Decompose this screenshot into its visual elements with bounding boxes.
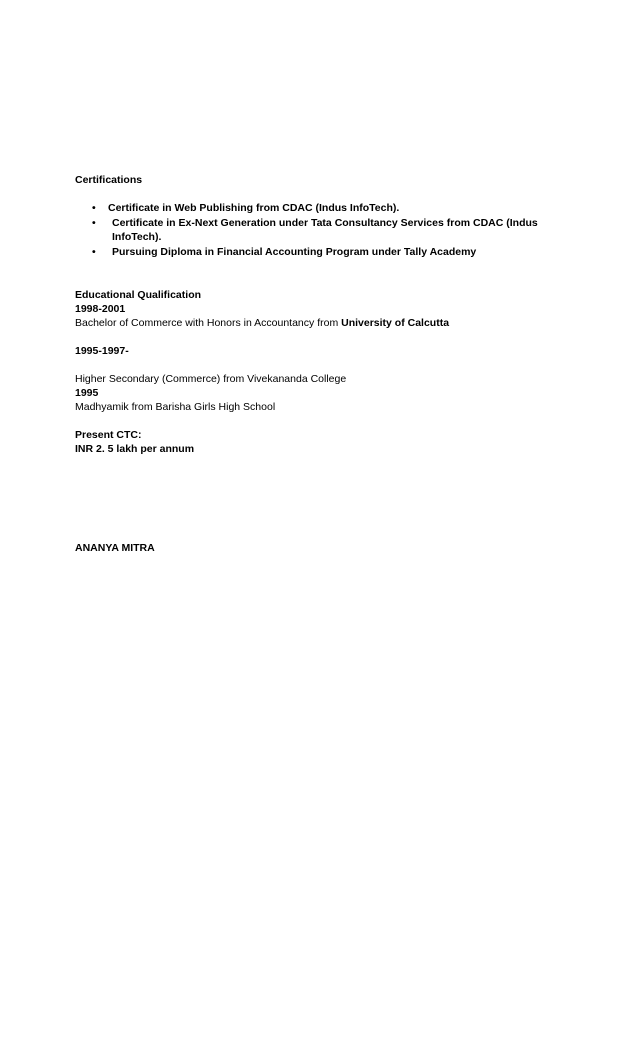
bullet-icon: • [92,216,96,229]
education-section [75,288,545,330]
certifications-heading: Certifications [75,174,143,186]
degree-years: 1998-2001 [75,303,126,315]
ctc-label: Present CTC: [75,429,142,441]
ctc-value: INR 2. 5 lakh per annum [75,443,195,455]
degree-line [75,316,545,330]
signature-section [75,541,545,555]
higher-secondary-text: Higher Secondary (Commerce) from Vivekananda College [75,373,347,385]
education-heading: Educational Qualification [75,289,202,301]
list-item [75,201,548,216]
list-item [75,245,552,260]
higher-secondary-block [75,372,545,414]
certification-text: Certificate in Web Publishing from CDAC (Indus InfoTech). [108,202,400,214]
higher-secondary-years: 1995-1997- [75,345,129,357]
certification-text: Pursuing Diploma in Financial Accounting Program under Tally Academy [112,245,477,258]
higher-secondary-years-block [75,344,545,358]
list-item [75,216,552,245]
bullet-icon: • [92,245,96,258]
degree-text: Bachelor of Commerce with Honors in Accountancy from [75,317,342,329]
madhyamik-text: Madhyamik from Barisha Girls High School [75,401,276,413]
certifications-section [75,173,545,259]
madhyamik-year: 1995 [75,387,99,399]
signature-name: ANANYA MITRA [75,542,155,554]
ctc-section [75,428,545,456]
degree-institution: University of Calcutta [341,317,450,329]
bullet-icon: • [92,202,96,214]
certification-text: Certificate in Ex-Next Generation under Tata Consultancy Services from CDAC (Indus InfoTech). [112,216,538,243]
certifications-list [75,201,545,259]
